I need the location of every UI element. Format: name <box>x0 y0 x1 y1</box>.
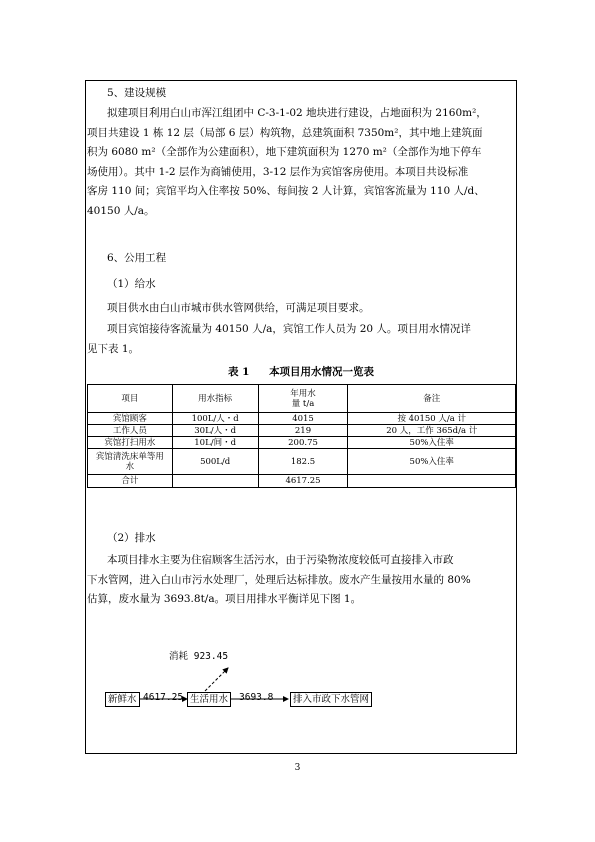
table-cell: 宾馆清洗床单等用水 <box>88 449 173 475</box>
fresh-water-amount: 4617.25 <box>143 692 184 703</box>
table-cell: 工作人员 <box>88 425 173 437</box>
section5-line: 项目共建设 1 栋 12 层（局部 6 层）构筑物，总建筑面积 7350m²，其中地上建筑面 <box>87 126 483 139</box>
table-cell: 182.5 <box>258 449 348 475</box>
table-header-cell: 用水指标 <box>172 385 258 413</box>
page-number: 3 <box>294 763 301 773</box>
section5-line: 拟建项目利用白山市浑江组团中 C-3-1-02 地块进行建设，占地面积为 2160m²， <box>107 107 487 119</box>
water-supply-heading: （1）给水 <box>107 278 156 290</box>
table-cell: 30L/人・d <box>172 425 258 437</box>
drainage-line: 估算，废水量为 3693.8t/a。项目用排水平衡详见下图 1。 <box>87 593 362 605</box>
table-cell: 100L/人・d <box>172 413 258 425</box>
section5-line: 40150 人/a。 <box>87 204 155 217</box>
table-cell: 宾馆打扫用水 <box>88 437 173 449</box>
table-cell: 50%入住率 <box>348 437 516 449</box>
wastewater-amount: 3693.8 <box>239 692 274 703</box>
table-cell: 500L/d <box>172 449 258 475</box>
table-cell: 20 人，工作 365d/a 计 <box>348 425 516 437</box>
table-number: 表 1 <box>227 366 250 378</box>
table-total-label: 合计 <box>88 475 173 488</box>
table-cell: 宾馆顾客 <box>88 413 173 425</box>
domestic-use-box: 生活用水 <box>187 692 231 707</box>
table-cell: 219 <box>258 425 348 437</box>
water-usage-line: 项目宾馆接待客流量为 40150 人/a，宾馆工作人员为 20 人。项目用水情况详 <box>107 323 471 335</box>
table-header-cell: 项目 <box>88 385 173 413</box>
water-usage-line: 见下表 1。 <box>87 342 140 355</box>
water-supply-paragraph: 项目供水由白山市城市供水管网供给，可满足项目要求。 <box>107 302 370 314</box>
section5-heading: 5、建设规模 <box>107 87 167 99</box>
table-total-value: 4617.25 <box>258 475 348 488</box>
table-cell: 按 40150 人/a 计 <box>348 413 516 425</box>
table-cell: 4015 <box>258 413 348 425</box>
table-header-cell: 备注 <box>348 385 516 413</box>
drainage-heading: （2）排水 <box>107 532 156 544</box>
consumption-label: 消耗 923.45 <box>169 651 229 662</box>
section6-heading: 6、公用工程 <box>107 252 167 264</box>
drainage-line: 下水管网，进入白山市污水处理厂，处理后达标排放。废水产生量按用水量的 80% <box>87 573 471 586</box>
table-cell: 50%入住率 <box>348 449 516 475</box>
table-cell: 10L/间・d <box>172 437 258 449</box>
fresh-water-box: 新鲜水 <box>105 692 140 707</box>
drainage-line: 本项目排水主要为住宿顾客生活污水，由于污染物浓度较低可直接排入市政 <box>107 554 454 566</box>
section5-line: 积为 6080 m²（全部作为公建面积），地下建筑面积为 1270 m²（全部作为地下停车 <box>87 146 482 158</box>
consumption-arrow <box>205 668 228 691</box>
table-header-cell: 年用水量 t/a <box>258 385 348 413</box>
section5-line: 场使用）。其中 1-2 层作为商铺使用，3-12 层作为宾馆客房使用。本项目共设标准 <box>87 165 469 178</box>
table-cell: 200.75 <box>258 437 348 449</box>
section5-line: 客房 110 间；宾馆平均入住率按 50%、每间按 2 人计算，宾馆客流量为 110 人/d、 <box>87 185 485 197</box>
table-caption: 本项目用水情况一览表 <box>269 366 375 378</box>
sewer-box: 排入市政下水管网 <box>290 692 372 707</box>
